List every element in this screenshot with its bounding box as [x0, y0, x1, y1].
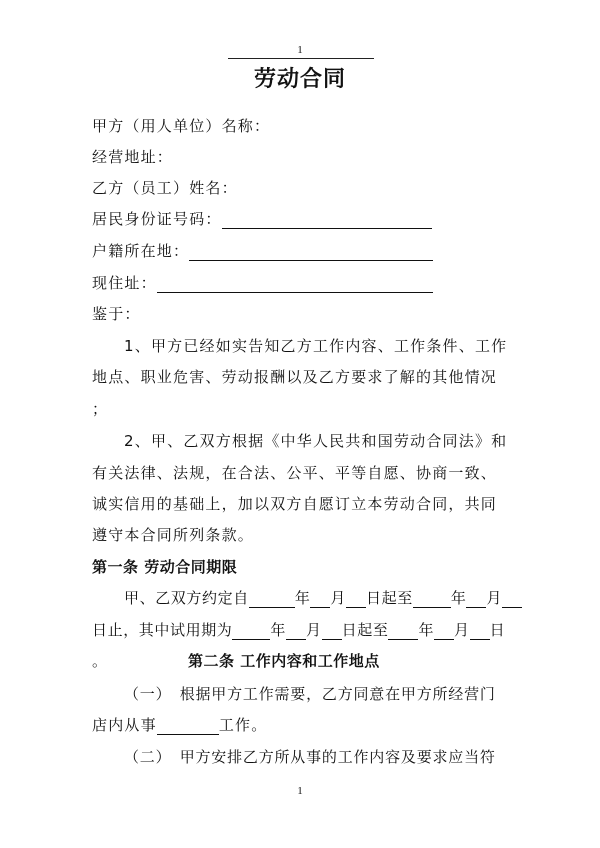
- end-month-blank: [466, 592, 486, 608]
- term-start-text: 甲、乙双方约定自: [124, 589, 249, 607]
- year-label: 年: [418, 621, 435, 639]
- current-address-row: [92, 272, 433, 293]
- probation-text: 日止，其中试用期为: [92, 621, 233, 639]
- clause1-line2: 地点、职业危害、劳动报酬以及乙方要求了解的其他情况: [92, 368, 498, 386]
- footer-page-number: 1: [297, 785, 303, 797]
- month-label: 月: [454, 621, 470, 639]
- year-label: 年: [270, 621, 287, 639]
- month-label: 月: [486, 589, 503, 607]
- probation-end-year-blank: [388, 624, 418, 640]
- clause1-line3: ；: [92, 400, 109, 418]
- end-day-blank: [502, 592, 522, 608]
- header-divider: [228, 58, 374, 59]
- until-label: 日起至: [341, 621, 389, 639]
- probation-end-month-blank: [434, 624, 454, 640]
- household-address-row: [92, 240, 433, 261]
- household-address-label: 户籍所在地：: [92, 242, 190, 260]
- job-position-blank: [157, 719, 219, 735]
- article1-heading: 第一条 劳动合同期限: [92, 558, 238, 576]
- id-number-label: 居民身份证号码：: [92, 210, 222, 228]
- clause2-line4: 遵守本合同所列条款。: [92, 526, 255, 544]
- id-number-blank: [222, 213, 432, 229]
- year-label: 年: [450, 589, 467, 607]
- start-month-blank: [310, 592, 330, 608]
- article2-item1-line1: （一） 根据甲方工作需要，乙方同意在甲方所经营门: [124, 685, 496, 703]
- clause1-line1: 1、甲方已经如实告知乙方工作内容、工作条件、工作: [124, 337, 508, 355]
- party-a-name-field: 甲方（用人单位）名称：: [92, 117, 271, 135]
- article1-line2: [92, 619, 505, 640]
- article1-line1: [124, 587, 522, 608]
- until-label: 日起至: [366, 589, 413, 607]
- start-day-blank: [346, 592, 366, 608]
- whereas-label: 鉴于：: [92, 305, 141, 323]
- probation-end-day-blank: [470, 624, 490, 640]
- current-address-label: 现住址：: [92, 274, 157, 292]
- header-page-number: 1: [297, 44, 303, 56]
- article2-heading: 第二条 工作内容和工作地点: [188, 652, 380, 670]
- day-label: 日: [489, 621, 506, 639]
- probation-start-day-blank: [322, 624, 342, 640]
- article1-end-mark: 。: [92, 652, 109, 670]
- month-label: 月: [330, 589, 347, 607]
- clause2-line3: 诚实信用的基础上，加以双方自愿订立本劳动合同，共同: [92, 495, 498, 513]
- probation-start-month-blank: [286, 624, 306, 640]
- start-year-blank: [249, 592, 295, 608]
- document-title: 劳动合同: [253, 67, 346, 92]
- clause2-line1: 2、甲、乙双方根据《中华人民共和国劳动合同法》和: [124, 432, 508, 450]
- current-address-blank: [157, 277, 433, 293]
- article2-item1-line2: [92, 714, 267, 735]
- household-address-blank: [189, 245, 433, 261]
- article2-item2-line1: （二） 甲方安排乙方所从事的工作内容及要求应当符: [124, 748, 496, 766]
- month-label: 月: [306, 621, 322, 639]
- work-label: 工作。: [218, 716, 268, 734]
- business-address-field: 经营地址：: [92, 148, 174, 166]
- end-year-blank: [413, 592, 451, 608]
- year-label: 年: [294, 589, 311, 607]
- id-number-row: [92, 208, 432, 229]
- clause2-line2: 有关法律、法规，在合法、公平、平等自愿、协商一致、: [92, 464, 498, 482]
- engage-in-text: 店内从事: [92, 716, 157, 734]
- probation-start-year-blank: [232, 624, 270, 640]
- party-b-name-field: 乙方（员工）姓名：: [92, 179, 238, 197]
